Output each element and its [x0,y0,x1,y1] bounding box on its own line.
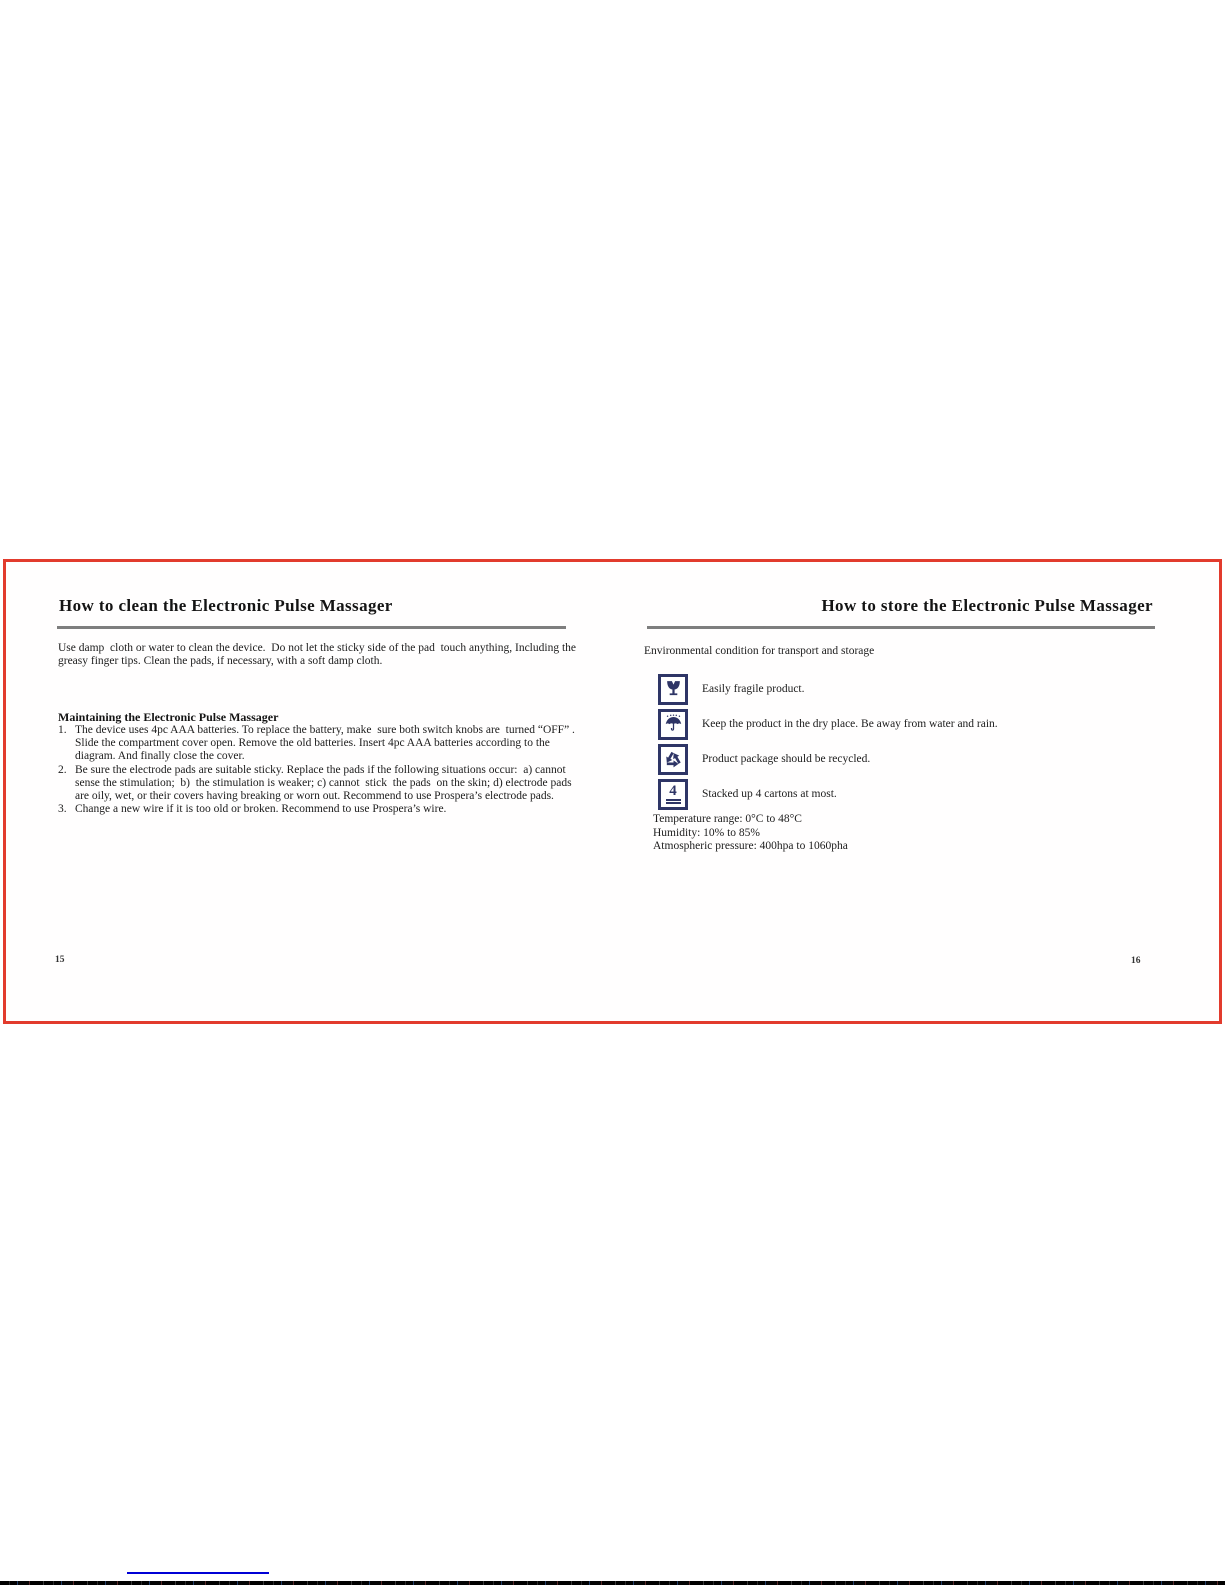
scan-edge-artifact [0,1581,1225,1585]
page-number: 16 [1131,956,1141,966]
symbol-row [658,744,998,774]
environmental-conditions [653,813,848,854]
fragile-icon [658,674,688,705]
recycle-icon [658,744,688,775]
symbol-label: Keep the product in the dry place. Be away from water and rain. [702,718,998,730]
page-title: How to store the Electronic Pulse Massager [821,596,1153,615]
maintenance-list [58,724,582,816]
storage-symbols-list [658,674,998,814]
section-heading: Maintaining the Electronic Pulse Massager [58,710,279,724]
list-item-text: Be sure the electrode pads are suitable sticky. Replace the pads if the following situations occur: a) cannot sense the stimulation; b) the stimulation is weaker; c) cannot stick the pads on the skin; d) electrode pads are oily, wet, or their covers having breaking or worn out. Recommend to use Prospera’s electrode pads. [75,763,575,803]
page-number: 15 [55,955,65,965]
keep-dry-icon [658,709,688,740]
symbol-row [658,709,998,739]
stacking-limit-number: 4 [669,783,677,799]
cleaning-instructions: Use damp cloth or water to clean the device. Do not let the sticky side of the pad touch anything, Including the greasy finger tips. Clean the pads, if necessary, with a soft damp cloth. [58,642,579,668]
list-item [58,724,582,764]
list-item [58,803,582,816]
list-number: 1. [58,724,67,736]
page-title: How to clean the Electronic Pulse Massager [59,596,393,615]
scanned-manual-spread [3,559,1222,1024]
title-rule [647,626,1155,629]
temperature-range: Temperature range: 0°C to 48°C [653,813,802,825]
symbol-row [658,779,998,809]
symbol-label: Stacked up 4 cartons at most. [702,788,837,800]
list-number: 2. [58,763,67,776]
stacking-limit-icon [658,779,688,810]
humidity-range: Humidity: 10% to 85% [653,826,761,839]
pressure-range: Atmospheric pressure: 400hpa to 1060pha [653,840,848,852]
symbol-label: Easily fragile product. [702,683,805,695]
symbol-row [658,674,998,704]
stack-bar [666,802,681,804]
list-item-text: Change a new wire if it is too old or broken. Recommend to use Prospera’s wire. [75,803,447,816]
list-number: 3. [58,803,67,816]
symbol-label: Product package should be recycled. [702,753,871,765]
title-rule [57,626,566,629]
list-item [58,764,582,804]
stack-bar [666,799,681,801]
storage-conditions-subtitle: Environmental condition for transport and storage [644,645,875,657]
hyperlink-underline[interactable] [127,1572,269,1574]
list-item-text: The device uses 4pc AAA batteries. To replace the battery, make sure both switch knobs are turned “OFF” . Slide the compartment cover open. Remove the old batteries. Insert 4pc AAA batteries according to the diagram. And finally close the cover. [75,724,578,763]
